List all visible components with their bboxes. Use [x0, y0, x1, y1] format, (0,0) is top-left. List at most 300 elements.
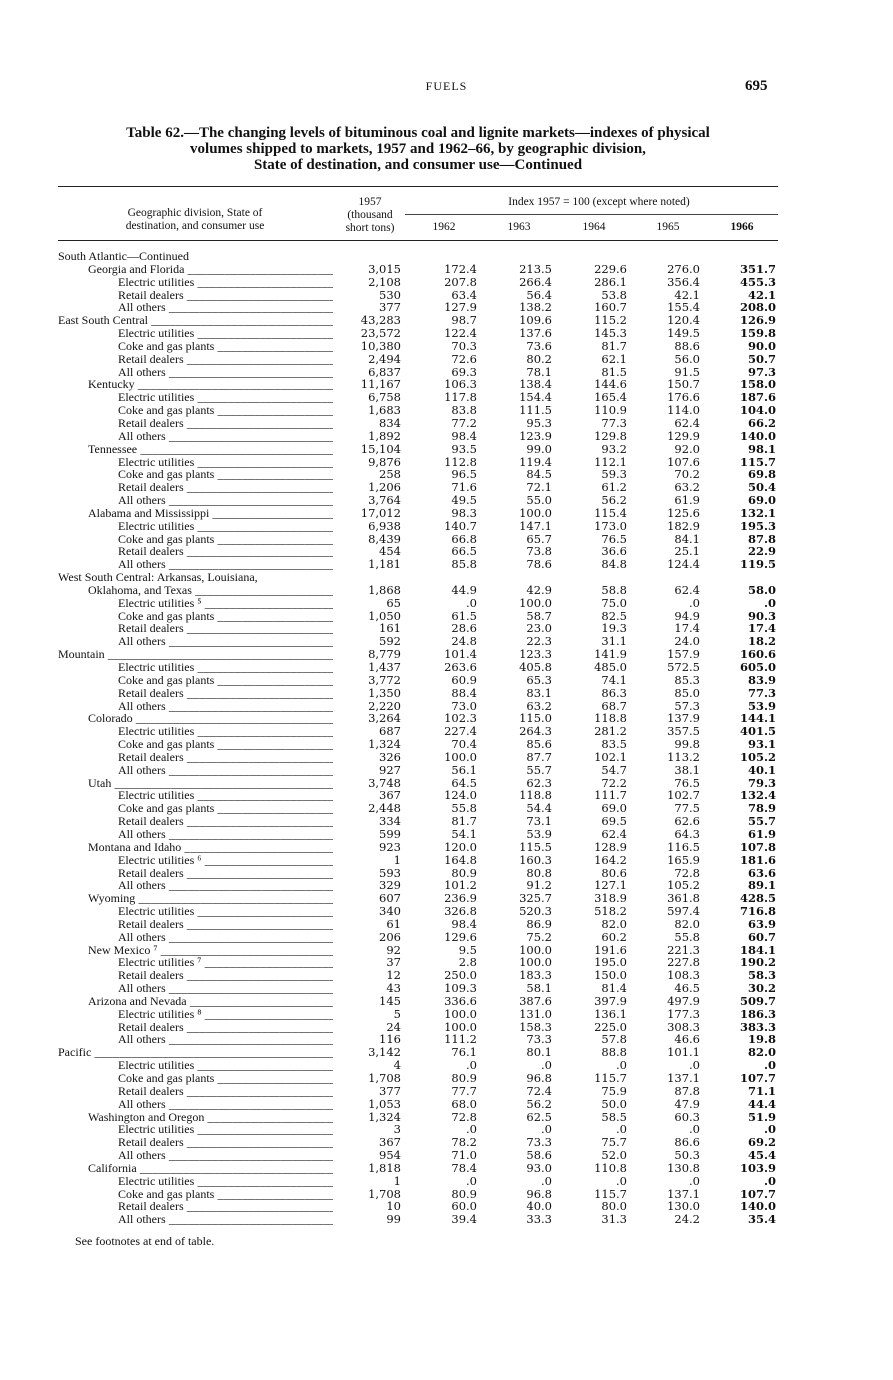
row-label: All others _____	[118, 879, 333, 892]
cell-1957-tons: 1,437	[368, 660, 401, 674]
cell-1957-tons: 15,104	[360, 441, 401, 456]
cell-index-1965: 137.1	[667, 1071, 700, 1085]
cell-index-1963: 78.1	[526, 364, 552, 379]
cell-index-1964: 115.4	[594, 505, 627, 520]
cell-index-1966: 44.4	[747, 1096, 776, 1111]
cell-index-1963: 123.3	[519, 647, 552, 662]
cell-index-1965: .0	[689, 1122, 700, 1137]
cell-index-1964: 60.2	[601, 929, 627, 944]
cell-index-1965: 76.5	[674, 775, 700, 790]
cell-index-1963: 138.4	[519, 377, 552, 392]
cell-index-1963: 119.4	[519, 454, 552, 469]
cell-index-1963: 73.6	[526, 338, 552, 353]
cell-1957-tons: 1,892	[368, 428, 401, 443]
cell-index-1966: 90.3	[747, 608, 776, 623]
cell-index-1964: 115.7	[594, 1186, 627, 1201]
cell-index-1966: 98.1	[747, 441, 776, 456]
cell-index-1963: 56.4	[526, 287, 552, 302]
cell-1957-tons: 10	[386, 1199, 401, 1214]
cell-index-1963: 55.7	[526, 762, 552, 777]
cell-index-1966: 158.0	[739, 377, 776, 392]
cell-index-1966: 105.2	[739, 749, 776, 764]
cell-index-1962: .0	[466, 1058, 477, 1073]
cell-1957-tons: 530	[379, 287, 401, 302]
cell-index-1964: 144.6	[594, 377, 627, 392]
cell-index-1962: 2.8	[458, 955, 477, 970]
cell-index-1964: 53.8	[601, 287, 627, 302]
cell-index-1964: 110.8	[594, 1160, 627, 1175]
cell-index-1966: 63.6	[747, 865, 776, 880]
cell-index-1966: 208.0	[739, 300, 776, 315]
table-row	[58, 533, 778, 546]
cell-index-1965: 105.2	[667, 878, 700, 893]
cell-index-1962: 109.3	[444, 981, 477, 996]
row-label: California _____	[88, 1162, 333, 1175]
row-label: Retail dealers _____	[118, 1200, 333, 1213]
row-label: All others _____	[118, 635, 333, 648]
row-label: Tennessee _____	[88, 443, 333, 456]
row-label: Utah _____	[88, 777, 333, 790]
cell-index-1963: 84.5	[526, 467, 552, 482]
cell-index-1963: 131.0	[519, 1006, 552, 1021]
table-row	[58, 327, 778, 340]
cell-index-1966: 79.3	[747, 775, 776, 790]
cell-1957-tons: 1,181	[368, 557, 401, 572]
row-label: Retail dealers _____	[118, 969, 333, 982]
cell-index-1966: 35.4	[747, 1212, 776, 1227]
cell-index-1962: 112.8	[444, 454, 477, 469]
table-row	[58, 1072, 778, 1085]
cell-index-1965: 60.3	[674, 1109, 700, 1124]
row-label: Retail dealers _____	[118, 1085, 333, 1098]
table-row	[58, 1213, 778, 1226]
row-label: All others _____	[118, 558, 333, 571]
row-label: Coke and gas plants _____	[118, 533, 333, 546]
cell-index-1964: 50.0	[601, 1096, 627, 1111]
cell-index-1962: 236.9	[444, 891, 477, 906]
row-label: All others _____	[118, 366, 333, 379]
cell-index-1964: 61.2	[601, 480, 627, 495]
cell-1957-tons: 8,439	[368, 531, 401, 546]
cell-index-1965: 356.4	[667, 274, 700, 289]
cell-index-1966: 22.9	[747, 544, 776, 559]
cell-index-1966: 716.8	[739, 904, 776, 919]
cell-index-1966: 17.4	[747, 621, 776, 636]
row-label: South Atlantic—Continued	[58, 250, 189, 263]
cell-index-1963: 53.9	[526, 826, 552, 841]
row-label: All others _____	[118, 1033, 333, 1046]
cell-index-1964: 225.0	[594, 1019, 627, 1034]
table-row	[58, 456, 778, 469]
year-heading-1963: 1963	[507, 221, 531, 233]
cell-index-1963: 183.3	[519, 968, 552, 983]
cell-index-1964: 318.9	[594, 891, 627, 906]
cell-index-1962: 71.0	[451, 1148, 477, 1163]
cell-index-1965: 101.1	[667, 1045, 700, 1060]
row-label: Alabama and Mississippi _____	[88, 507, 333, 520]
cell-index-1963: 58.1	[526, 981, 552, 996]
cell-index-1964: 145.3	[594, 326, 627, 341]
table-row	[58, 1162, 778, 1175]
cell-index-1962: 78.2	[451, 1135, 477, 1150]
cell-index-1962: 78.4	[451, 1160, 477, 1175]
row-label: Electric utilities _____	[118, 725, 333, 738]
table-row	[58, 481, 778, 494]
cell-index-1962: 129.6	[444, 929, 477, 944]
cell-index-1964: 485.0	[594, 660, 627, 674]
cell-1957-tons: 43,283	[360, 313, 401, 328]
cell-index-1966: 58.0	[747, 582, 776, 597]
row-label: Colorado _____	[88, 712, 333, 725]
cell-1957-tons: 377	[379, 1083, 401, 1098]
cell-index-1966: 45.4	[747, 1148, 776, 1163]
cell-index-1962: 207.8	[444, 274, 477, 289]
title-line-2: volumes shipped to markets, 1957 and 1962–66, by geographic division,	[190, 141, 646, 157]
table-row	[58, 982, 778, 995]
cell-index-1964: 111.7	[594, 788, 627, 803]
row-label: Electric utilities ⁶ _____	[118, 854, 333, 867]
cell-1957-tons: 1	[393, 1173, 401, 1188]
cell-index-1966: 115.7	[739, 454, 776, 469]
cell-index-1964: 68.7	[601, 698, 627, 713]
cell-index-1965: 155.4	[667, 300, 700, 315]
cell-1957-tons: 43	[386, 981, 401, 996]
row-label: All others _____	[118, 494, 333, 507]
cell-index-1965: 70.2	[674, 467, 700, 482]
cell-1957-tons: 11,167	[360, 377, 401, 392]
cell-index-1962: 80.9	[451, 1071, 477, 1085]
cell-index-1962: 102.3	[444, 711, 477, 726]
cell-index-1965: 130.8	[667, 1160, 700, 1175]
cell-index-1962: 24.8	[451, 634, 477, 649]
cell-index-1962: 93.5	[451, 441, 477, 456]
cell-index-1964: 115.7	[594, 1071, 627, 1085]
row-label: All others _____	[118, 931, 333, 944]
table-row	[58, 1008, 778, 1021]
cell-index-1962: 39.4	[451, 1212, 477, 1227]
table-row	[58, 558, 778, 571]
cell-index-1962: 80.9	[451, 865, 477, 880]
cell-index-1963: 100.0	[519, 505, 552, 520]
table-row	[58, 1085, 778, 1098]
cell-index-1962: 69.3	[451, 364, 477, 379]
cell-index-1964: 62.1	[601, 351, 627, 366]
cell-index-1965: 46.5	[674, 981, 700, 996]
row-label: Electric utilities _____	[118, 789, 333, 802]
cell-index-1965: 113.2	[667, 749, 700, 764]
cell-index-1964: 115.2	[594, 313, 627, 328]
cell-index-1965: 276.0	[667, 261, 700, 276]
cell-index-1965: 357.5	[667, 724, 700, 739]
cell-1957-tons: 1,050	[368, 608, 401, 623]
cell-index-1966: .0	[763, 595, 776, 610]
cell-index-1964: 84.8	[601, 557, 627, 572]
cell-1957-tons: 12	[386, 968, 401, 983]
cell-index-1965: 94.9	[674, 608, 700, 623]
row-label: Retail dealers _____	[118, 481, 333, 494]
cell-index-1965: 38.1	[674, 762, 700, 777]
cell-index-1962: .0	[466, 1173, 477, 1188]
cell-index-1962: 117.8	[444, 390, 477, 405]
cell-index-1965: 92.0	[674, 441, 700, 456]
cell-index-1965: .0	[689, 1058, 700, 1073]
cell-index-1962: 68.0	[451, 1096, 477, 1111]
table-row	[58, 764, 778, 777]
cell-index-1964: 81.7	[601, 338, 627, 353]
table-row	[58, 622, 778, 635]
cell-index-1966: 89.1	[747, 878, 776, 893]
cell-index-1965: 177.3	[667, 1006, 700, 1021]
cell-index-1966: 455.3	[739, 274, 776, 289]
cell-index-1965: 497.9	[667, 993, 700, 1008]
cell-1957-tons: 592	[379, 634, 401, 649]
cell-index-1963: 63.2	[526, 698, 552, 713]
cell-index-1966: 51.9	[747, 1109, 776, 1124]
row-label: Coke and gas plants _____	[118, 1072, 333, 1085]
index-heading: Index 1957 = 100 (except where noted)	[508, 196, 690, 208]
cell-1957-tons: 1,206	[368, 480, 401, 495]
cell-index-1963: 72.4	[526, 1083, 552, 1098]
cell-index-1964: 80.6	[601, 865, 627, 880]
row-label: Coke and gas plants _____	[118, 468, 333, 481]
cell-index-1965: 102.7	[667, 788, 700, 803]
cell-index-1966: 132.1	[739, 505, 776, 520]
cell-index-1966: 55.7	[747, 814, 776, 829]
row-label: Retail dealers _____	[118, 1136, 333, 1149]
cell-index-1962: 100.0	[444, 1006, 477, 1021]
cell-index-1966: 30.2	[747, 981, 776, 996]
table-row	[58, 725, 778, 738]
cell-index-1965: 227.8	[667, 955, 700, 970]
cell-1957-tons: 593	[379, 865, 401, 880]
cell-index-1965: 55.8	[674, 929, 700, 944]
row-label: Georgia and Florida _____	[88, 263, 333, 276]
cell-index-1964: 83.5	[601, 737, 627, 752]
table-row	[58, 468, 778, 481]
cell-1957-tons: 1	[393, 852, 401, 867]
table-row	[58, 1175, 778, 1188]
cell-1957-tons: 65	[386, 595, 401, 610]
cell-index-1963: 387.6	[519, 993, 552, 1008]
cell-index-1964: 82.0	[601, 916, 627, 931]
cell-index-1963: 123.9	[519, 428, 552, 443]
cell-index-1963: 42.9	[526, 582, 552, 597]
cell-1957-tons: 377	[379, 300, 401, 315]
base-heading-line-2: (thousand	[347, 209, 393, 221]
cell-index-1966: 87.8	[747, 531, 776, 546]
cell-index-1962: 61.5	[451, 608, 477, 623]
cell-index-1963: 91.2	[526, 878, 552, 893]
cell-index-1966: 61.9	[747, 826, 776, 841]
cell-index-1964: 110.9	[594, 403, 627, 418]
cell-index-1963: .0	[541, 1173, 552, 1188]
cell-index-1965: 82.0	[674, 916, 700, 931]
cell-1957-tons: 6,938	[368, 518, 401, 533]
cell-index-1964: 54.7	[601, 762, 627, 777]
cell-1957-tons: 8,779	[368, 647, 401, 662]
cell-1957-tons: 206	[379, 929, 401, 944]
cell-index-1965: 56.0	[674, 351, 700, 366]
cell-index-1962: 98.7	[451, 313, 477, 328]
footnote: See footnotes at end of table.	[75, 1234, 215, 1248]
table-row	[58, 802, 778, 815]
cell-index-1962: 122.4	[444, 326, 477, 341]
table-row	[58, 584, 778, 597]
cell-index-1966: 40.1	[747, 762, 776, 777]
cell-index-1966: 58.3	[747, 968, 776, 983]
cell-index-1962: 101.2	[444, 878, 477, 893]
running-head: FUELS	[425, 79, 468, 93]
cell-1957-tons: 599	[379, 826, 401, 841]
cell-index-1962: 73.0	[451, 698, 477, 713]
cell-index-1963: 65.3	[526, 672, 552, 687]
cell-1957-tons: 1,350	[368, 685, 401, 700]
cell-index-1964: 72.2	[601, 775, 627, 790]
cell-1957-tons: 340	[379, 904, 401, 919]
cell-index-1964: 76.5	[601, 531, 627, 546]
cell-index-1966: 69.0	[747, 493, 776, 508]
cell-index-1963: 138.2	[519, 300, 552, 315]
row-label: Coke and gas plants _____	[118, 674, 333, 687]
row-label: All others _____	[118, 982, 333, 995]
cell-index-1966: 190.2	[739, 955, 776, 970]
table-row	[58, 841, 778, 854]
cell-index-1966: 103.9	[739, 1160, 776, 1175]
table-row	[58, 738, 778, 751]
cell-index-1965: 85.3	[674, 672, 700, 687]
cell-index-1965: 176.6	[667, 390, 700, 405]
title-line-1: Table 62.—The changing levels of bituminous coal and lignite markets—indexes of physical	[126, 125, 710, 141]
cell-index-1966: 69.8	[747, 467, 776, 482]
cell-index-1965: 87.8	[674, 1083, 700, 1098]
cell-1957-tons: 116	[379, 1032, 401, 1047]
cell-1957-tons: 607	[379, 891, 401, 906]
row-label: Retail dealers _____	[118, 545, 333, 558]
cell-index-1962: 28.6	[451, 621, 477, 636]
row-label: Retail dealers _____	[118, 815, 333, 828]
cell-index-1962: 98.4	[451, 916, 477, 931]
table-body	[58, 250, 778, 1226]
cell-index-1965: 64.3	[674, 826, 700, 841]
cell-index-1966: 90.0	[747, 338, 776, 353]
cell-index-1963: 115.5	[519, 839, 552, 854]
cell-index-1965: 125.6	[667, 505, 700, 520]
cell-index-1964: 397.9	[594, 993, 627, 1008]
row-label: Coke and gas plants _____	[118, 404, 333, 417]
cell-index-1966: 93.1	[747, 737, 776, 752]
cell-index-1965: 42.1	[674, 287, 700, 302]
row-label: Arizona and Nevada _____	[88, 995, 333, 1008]
cell-1957-tons: 834	[379, 415, 401, 430]
cell-index-1965: 62.4	[674, 582, 700, 597]
table-row	[58, 507, 778, 520]
cell-1957-tons: 1,708	[368, 1071, 401, 1085]
cell-index-1962: 140.7	[444, 518, 477, 533]
cell-index-1963: 78.6	[526, 557, 552, 572]
cell-index-1962: 83.8	[451, 403, 477, 418]
cell-1957-tons: 3,764	[368, 493, 401, 508]
cell-1957-tons: 23,572	[360, 326, 401, 341]
cell-index-1965: 124.4	[667, 557, 700, 572]
cell-index-1965: 57.3	[674, 698, 700, 713]
title-line-3: State of destination, and consumer use—Continued	[253, 157, 583, 173]
row-label: Coke and gas plants _____	[118, 1188, 333, 1201]
row-label: Retail dealers _____	[118, 289, 333, 302]
cell-index-1963: 264.3	[519, 724, 552, 739]
cell-index-1966: 104.0	[739, 403, 776, 418]
cell-index-1963: 118.8	[519, 788, 552, 803]
base-year-column-heading	[330, 196, 410, 235]
cell-index-1966: 195.3	[739, 518, 776, 533]
cell-index-1962: 71.6	[451, 480, 477, 495]
cell-index-1965: 182.9	[667, 518, 700, 533]
cell-1957-tons: 367	[379, 1135, 401, 1150]
cell-index-1962: 76.1	[451, 1045, 477, 1060]
cell-1957-tons: 927	[379, 762, 401, 777]
table-row	[58, 931, 778, 944]
label-heading-line-1: Geographic division, State of	[127, 207, 263, 219]
row-label: Electric utilities ⁷ _____	[118, 956, 333, 969]
cell-index-1962: 326.8	[444, 904, 477, 919]
cell-index-1963: 147.1	[519, 518, 552, 533]
cell-index-1963: 80.2	[526, 351, 552, 366]
cell-1957-tons: 3,748	[368, 775, 401, 790]
cell-1957-tons: 2,220	[368, 698, 401, 713]
cell-1957-tons: 61	[386, 916, 401, 931]
cell-index-1964: 31.3	[601, 1212, 627, 1227]
cell-index-1962: 164.8	[444, 852, 477, 867]
cell-index-1962: 64.5	[451, 775, 477, 790]
cell-index-1964: 164.2	[594, 852, 627, 867]
cell-index-1963: 100.0	[519, 942, 552, 957]
row-label: Coke and gas plants _____	[118, 802, 333, 815]
cell-index-1963: 72.1	[526, 480, 552, 495]
cell-index-1964: 69.5	[601, 814, 627, 829]
index-heading-rule	[405, 214, 778, 215]
cell-index-1964: 229.6	[594, 261, 627, 276]
row-label: Mountain _____	[58, 648, 333, 661]
cell-index-1963: 111.5	[519, 403, 552, 418]
table-row	[58, 1021, 778, 1034]
page-number: 695	[745, 78, 768, 94]
cell-1957-tons: 10,380	[360, 338, 401, 353]
cell-index-1964: 58.8	[601, 582, 627, 597]
cell-index-1966: 401.5	[739, 724, 776, 739]
row-label: Electric utilities _____	[118, 661, 333, 674]
cell-index-1963: 95.3	[526, 415, 552, 430]
cell-index-1964: 118.8	[594, 711, 627, 726]
cell-index-1965: 24.0	[674, 634, 700, 649]
cell-index-1966: 140.0	[739, 428, 776, 443]
cell-index-1962: 98.3	[451, 505, 477, 520]
cell-index-1964: 59.3	[601, 467, 627, 482]
cell-index-1964: 136.1	[594, 1006, 627, 1021]
cell-index-1962: 85.8	[451, 557, 477, 572]
cell-1957-tons: 367	[379, 788, 401, 803]
cell-index-1963: 80.8	[526, 865, 552, 880]
cell-index-1964: 57.8	[601, 1032, 627, 1047]
cell-index-1966: 107.7	[739, 1186, 776, 1201]
row-label: Coke and gas plants _____	[118, 738, 333, 751]
cell-1957-tons: 2,448	[368, 801, 401, 816]
cell-index-1966: 605.0	[739, 660, 776, 674]
table-row	[58, 1136, 778, 1149]
row-label: Oklahoma, and Texas _____	[88, 584, 333, 597]
cell-index-1966: 383.3	[739, 1019, 776, 1034]
cell-index-1966: 160.6	[739, 647, 776, 662]
cell-index-1965: 150.7	[667, 377, 700, 392]
cell-index-1964: 31.1	[601, 634, 627, 649]
